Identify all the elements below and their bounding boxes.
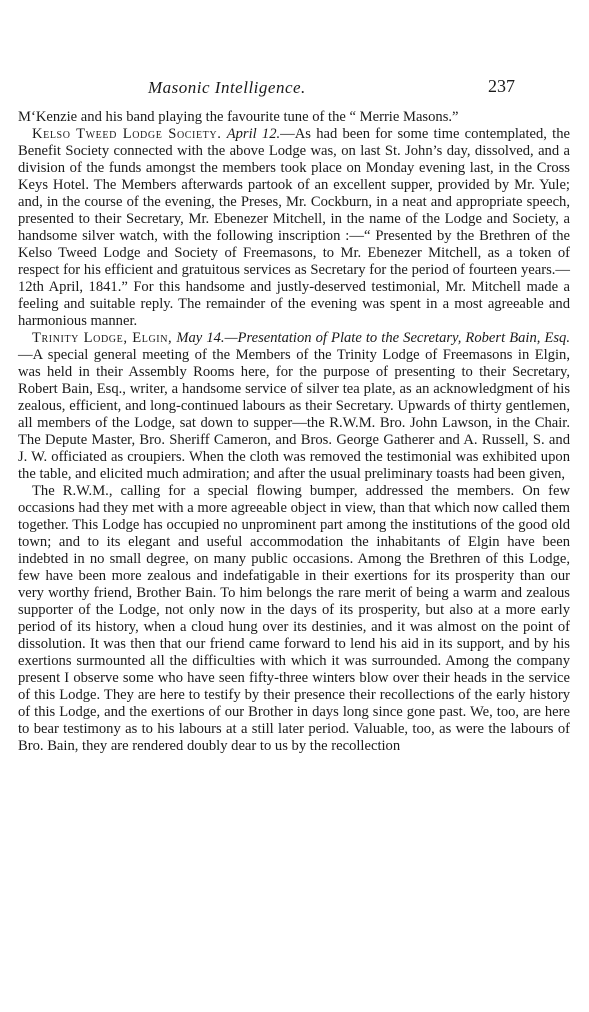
- paragraph-trinity-body: —A special general meeting of the Members of the Trinity Lodge of Freemasons in Elgin, was held in their Assembly Rooms here, for the purpose of presenting to their Secretary, Robert Bain, Esq., writer, a handsome service of silver tea plate, as an acknowledgment of his zealous, efficient, and long-continued labours as their Secretary. Upwards of thirty gentlemen, all members of the Lodge, sat down to supper—the R.W.M. Bro. John Lawson, in the Chair. The Depute Master, Bro. Sheriff Cameron, and Bros. George Gatherer and A. Russell, S. and J. W. officiated as croupiers. When the cloth was removed the testimonial was exhibited upon the table, and elicited much admiration; and after the usual preliminary toasts had been given,: [18, 347, 570, 482]
- page-number: 237: [488, 76, 515, 96]
- paragraph-trinity: [18, 330, 570, 483]
- subheading-trinity: May 14.—Presentation of Plate to the Secretary, Robert Bain, Esq.: [176, 330, 570, 346]
- running-title: Masonic Intelligence.: [148, 78, 306, 97]
- lodge-heading-kelso: Kelso Tweed Lodge Society.: [32, 126, 222, 142]
- article-body: [18, 109, 570, 755]
- paragraph-continuation: M‘Kenzie and his band playing the favourite tune of the “ Merrie Masons.”: [18, 109, 459, 125]
- running-head: [18, 78, 589, 102]
- date-kelso: April 12.: [226, 126, 281, 142]
- paragraph-kelso-body: —As had been for some time contemplated, the Benefit Society connected with the above Lodge was, on last St. John’s day, dissolved, and a division of the funds amongst the members took place on Monday evening last, in the Cross Keys Hotel. The Members afterwards partook of an excellent supper, provided by Mr. Yule; and, in the course of the evening, the Preses, Mr. Cockburn, in a neat and appropriate speech, presented to their Secretary, Mr. Ebenezer Mitchell, in the name of the Lodge and Society, a handsome silver watch, with the following inscription :—“ Presented by the Brethren of the Kelso Tweed Lodge and Society of Freemasons, to Mr. Ebenezer Mitchell, as a token of respect for his efficient and gratuitous services as Secretary for the period of fourteen years.—12th April, 1841.” For this handsome and justly-deserved testimonial, Mr. Mitchell made a feeling and suitable reply. The remainder of the evening was spent in a most agreeable and harmonious manner.: [18, 126, 570, 329]
- paragraph-kelso: [18, 126, 570, 330]
- lodge-heading-trinity: Trinity Lodge, Elgin,: [32, 330, 173, 346]
- paragraph-speech: The R.W.M., calling for a special flowing bumper, addressed the members. On few occasions had they met with a more agreeable object in view, than that which now called them together. This Lodge has occupied no unprominent part among the institutions of the good old town; and to its elegant and useful accommodation the inhabitants of Elgin have been indebted in no small degree, on many public occasions. Among the Brethren of this Lodge, few have been more zealous and indefatigable in their exertions for its prosperity than our very worthy friend, Brother Bain. To him belongs the rare merit of being a warm and zealous supporter of the Lodge, not only now in the days of its prosperity, but also at a more early period of its history, when a cloud hung over its destinies, and it was almost on the point of dissolution. It was then that our friend came forward to lend his aid in its support, and by his exertions surmounted all the difficulties with which it was surrounded. Among the company present I observe some who have seen fifty-three winters blow over their heads in the service of this Lodge. They are here to testify by their presence their recollections of the early history of this Lodge, and the exertions of our Brother in days long since gone past. We, too, are here to bear testimony as to his labours at a still later period. Valuable, too, as were the labours of Bro. Bain, they are rendered doubly dear to us by the recollection: [18, 483, 570, 754]
